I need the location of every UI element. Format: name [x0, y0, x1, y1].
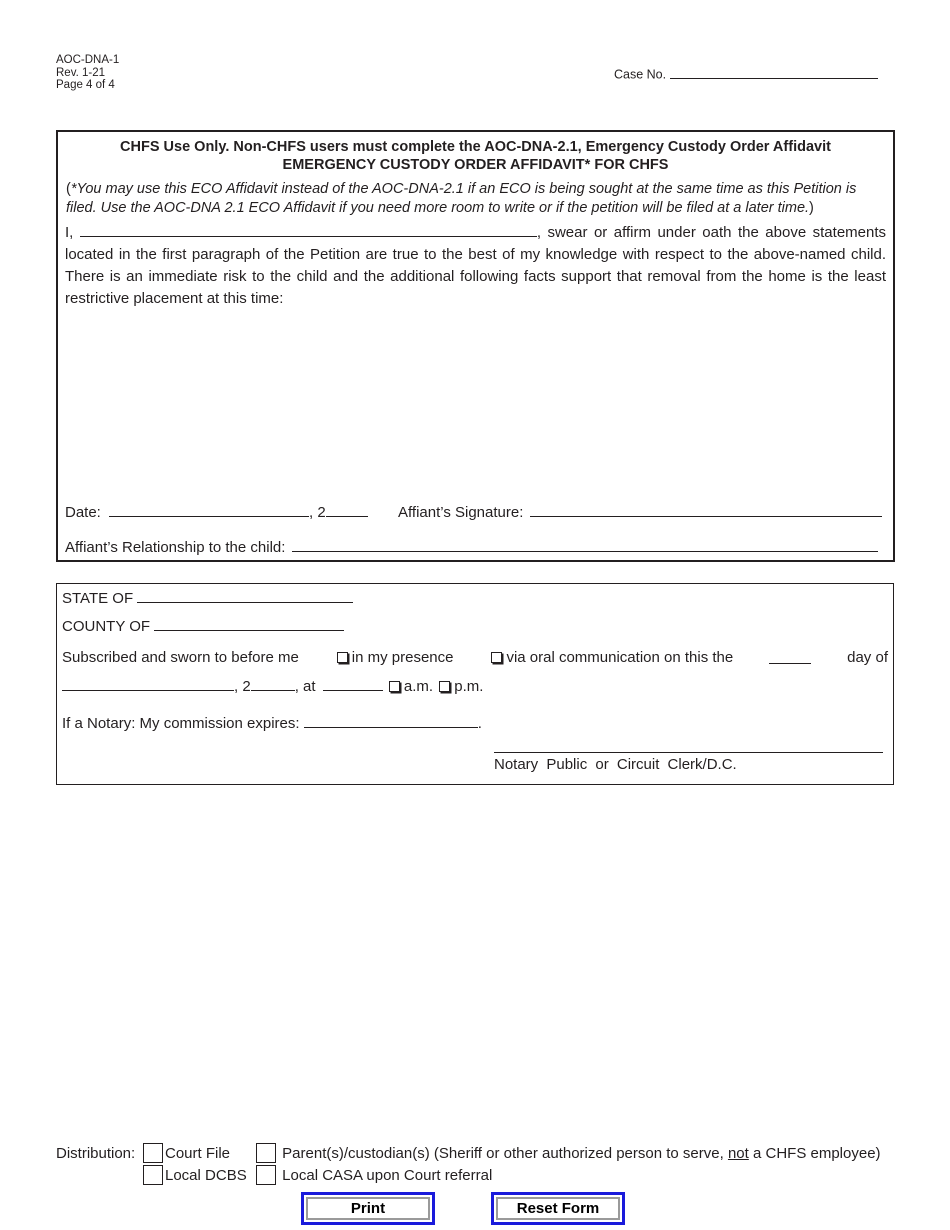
affidavit-title	[58, 138, 893, 174]
page-number: Page 4 of 4	[56, 79, 115, 91]
local-dcbs-checkbox[interactable]	[143, 1165, 163, 1185]
am-label: a.m.	[403, 678, 434, 695]
pm-label: p.m.	[454, 678, 484, 695]
county-field[interactable]	[154, 616, 344, 631]
court-file-checkbox[interactable]	[143, 1143, 163, 1163]
at-label: , at	[294, 678, 316, 695]
month-field[interactable]	[62, 676, 234, 691]
in-presence-checkbox[interactable]	[337, 652, 348, 663]
signature-field[interactable]	[530, 502, 882, 517]
casa-checkbox[interactable]	[256, 1165, 276, 1185]
case-number	[614, 66, 878, 82]
state-row	[62, 588, 353, 607]
notary-year-field[interactable]	[251, 676, 295, 691]
affiant-name-field[interactable]	[80, 222, 537, 237]
signature-label: Affiant’s Signature:	[398, 504, 524, 521]
via-oral-label: via oral communication on this the	[506, 649, 734, 666]
casa-label: Local CASA upon Court referral	[282, 1167, 493, 1184]
form-revision: Rev. 1-21	[56, 66, 106, 79]
commission-row: If a Notary: My commission expires: .	[62, 715, 482, 732]
county-label: COUNTY OF	[62, 618, 151, 635]
court-file-label: Court File	[165, 1145, 231, 1162]
am-checkbox[interactable]	[389, 681, 400, 692]
year-prefix: , 2	[309, 504, 326, 521]
relationship-field[interactable]	[292, 537, 878, 552]
time-field[interactable]	[323, 676, 383, 691]
swear-prefix: I,	[65, 224, 74, 241]
via-oral-checkbox[interactable]	[491, 652, 502, 663]
parents-label	[282, 1145, 880, 1162]
print-button-label: Print	[306, 1197, 430, 1220]
relationship-label: Affiant’s Relationship to the child:	[65, 539, 286, 556]
parents-text-before: Parent(s)/custodian(s) (Sheriff or other authorized person to serve,	[282, 1145, 724, 1162]
date-field[interactable]	[109, 502, 309, 517]
affidavit-title-line1: CHFS Use Only. Non-CHFS users must complete the AOC-DNA-2.1, Emergency Custody Order Affidavit	[120, 139, 831, 155]
date-row	[65, 502, 368, 521]
reset-form-button[interactable]	[491, 1192, 625, 1225]
date-time-row	[62, 676, 483, 695]
affidavit-title-line2: EMERGENCY CUSTODY ORDER AFFIDAVIT* FOR CHFS	[282, 157, 669, 173]
eco-affidavit-section	[56, 130, 895, 562]
form-header	[56, 54, 119, 92]
notary-year-prefix: , 2	[234, 678, 251, 695]
parents-not: not	[727, 1145, 749, 1162]
distribution-court-file	[143, 1145, 230, 1163]
reset-form-button-label: Reset Form	[496, 1197, 620, 1220]
parents-text-after: a CHFS employee)	[752, 1145, 881, 1162]
affidavit-note-text: *You may use this ECO Affidavit instead of the AOC-DNA-2.1 if an ECO is being sought at the same time as this Petition is filed. Use the AOC-DNA 2.1 ECO Affidavit if you need more room to write or if the petition will be filed at a later time.	[66, 181, 857, 216]
notary-signature-line[interactable]	[494, 752, 883, 753]
case-no-field[interactable]	[670, 66, 878, 79]
affidavit-statement	[58, 222, 893, 310]
subscribed-text: Subscribed and sworn to before me	[62, 649, 299, 666]
distribution-parents	[256, 1145, 881, 1163]
day-field[interactable]	[769, 649, 811, 664]
swear-text: , swear or affirm under oath the above statements located in the first paragraph of the Petition are true to the best of my knowledge with respect to the above-named child. There is an immediate risk to the child and the additional following facts support that removal from the home is the least restrictive placement at this time:	[65, 224, 887, 307]
notary-signer-label: Notary Public or Circuit Clerk/D.C.	[494, 756, 737, 773]
county-row	[62, 616, 344, 635]
print-button[interactable]	[301, 1192, 435, 1225]
case-no-label: Case No.	[614, 67, 667, 82]
distribution-casa	[256, 1167, 492, 1185]
local-dcbs-label: Local DCBS	[165, 1167, 247, 1184]
relationship-row	[65, 537, 878, 556]
affidavit-note: (*You may use this ECO Affidavit instead of the AOC-DNA-2.1 if an ECO is being sought at the same time as this Petition is filed. Use the AOC-DNA 2.1 ECO Affidavit if you need more room to write or if the petition will be filed at a later time.)	[66, 181, 857, 216]
signature-row	[398, 502, 882, 521]
distribution-local-dcbs	[143, 1167, 247, 1185]
form-id: AOC-DNA-1	[56, 54, 120, 66]
commission-field[interactable]	[304, 713, 478, 728]
subscribed-row	[62, 649, 888, 666]
date-label: Date:	[65, 504, 101, 521]
day-of-label: day of	[847, 649, 888, 666]
commission-label: If a Notary: My commission expires:	[62, 715, 300, 732]
distribution-label: Distribution:	[56, 1145, 136, 1162]
state-field[interactable]	[137, 588, 353, 603]
pm-checkbox[interactable]	[439, 681, 450, 692]
parents-checkbox[interactable]	[256, 1143, 276, 1163]
in-presence-label: in my presence	[351, 649, 454, 666]
year-field[interactable]	[326, 502, 368, 517]
state-label: STATE OF	[62, 590, 134, 607]
notary-section	[56, 583, 894, 785]
